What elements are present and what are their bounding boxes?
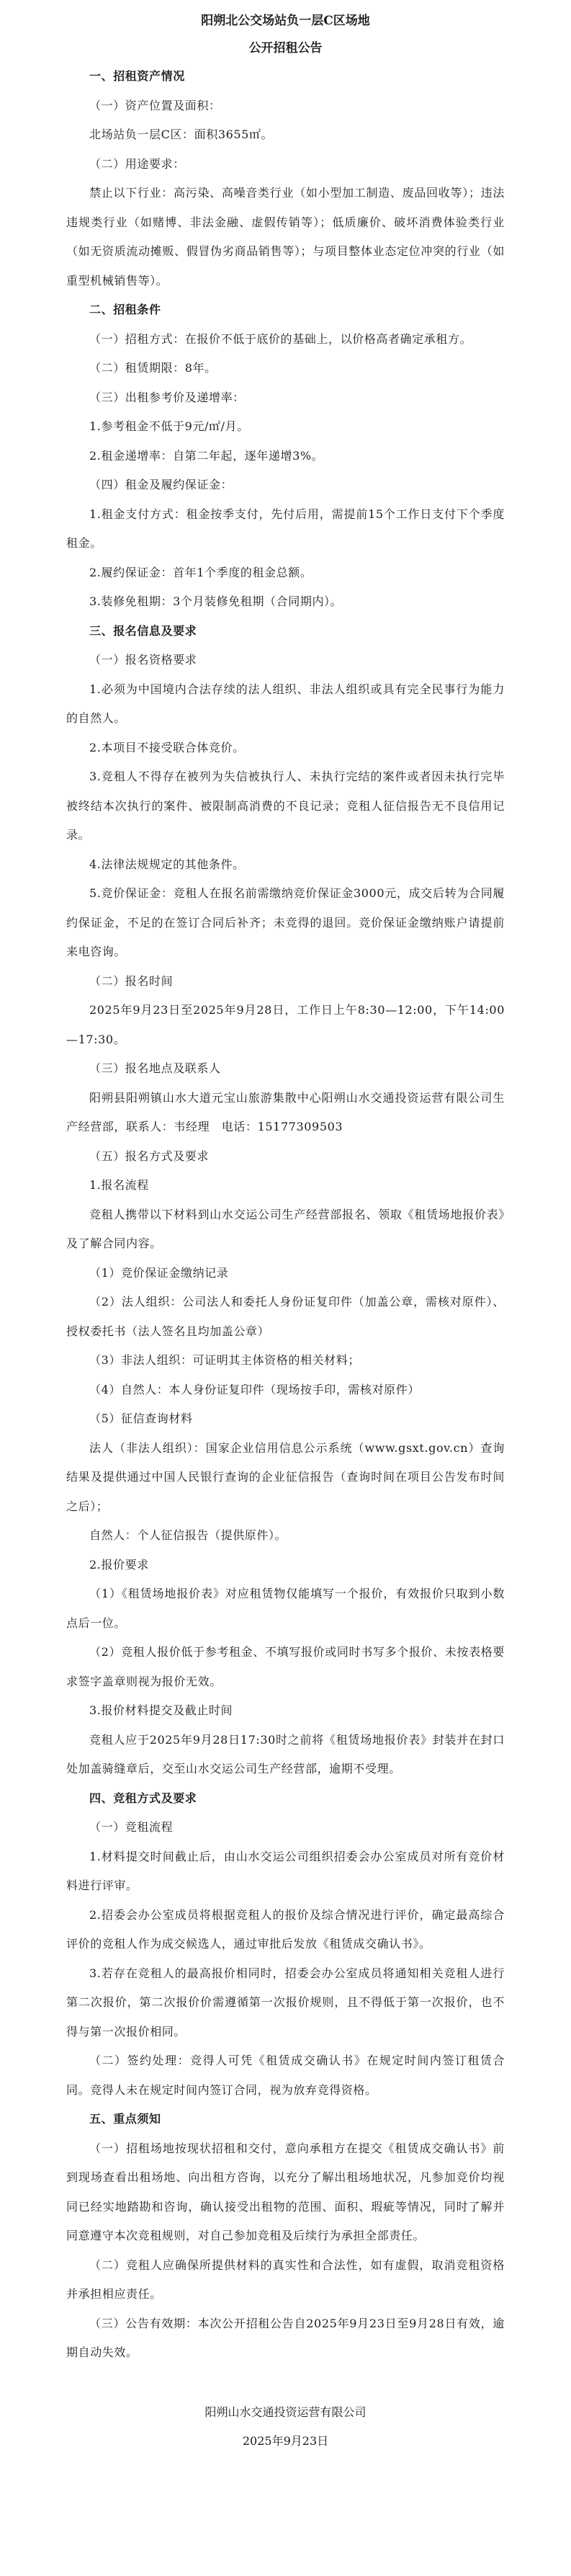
paragraph: 3.竞租人不得存在被列为失信被执行人、未执行完结的案件或者因未执行完毕被终结本次执行的案件、被限制高消费的不良记录；竞租人征信报告无不良信用记录。 (66, 770, 505, 842)
paragraph: （1）《租赁场地报价表》对应租赁物仅能填写一个报价，有效报价只取到小数点后一位。 (66, 1587, 505, 1630)
paragraph: （四）租金及履约保证金： (89, 478, 233, 491)
paragraph: 竞租人应于2025年9月28日17:30时之前将《租赁场地报价表》封装并在封口处加盖骑缝章后，交至山水交运公司生产经营部，逾期不受理。 (66, 1732, 505, 1775)
paragraph: （3）非法人组织：可证明其主体资格的相关材料； (89, 1353, 360, 1367)
paragraph: 1.参考租金不低于9元/㎡/月。 (89, 419, 249, 433)
section-heading: 五、重点须知 (89, 2112, 161, 2126)
paragraph: （二）报名时间 (89, 973, 174, 988)
paragraph: （二）签约处理：竞得人可凭《租赁成交确认书》在规定时间内签订租赁合同。竞得人未在规定时间内签订合同，视为放弃竞得资格。 (66, 2054, 505, 2097)
paragraph: （一）招租场地按现状招租和交付，意向承租方在提交《租赁成交确认书》前到现场查看出租场地、向出租方咨询，以充分了解出租场地状况，凡参加竞价均视同已经实地踏勘和咨询，确认接受出租物的范围、面积、瑕疵等情况，同时了解并同意遵守本次竞租规则，对自己参加竞租及后续行为承担全部责任。 (66, 2141, 505, 2242)
paragraph: 1.必须为中国境内合法存续的法人组织、非法人组织或具有完全民事行为能力的自然人。 (66, 682, 505, 725)
paragraph: （二）用途要求： (89, 156, 185, 171)
paragraph: （三）出租参考价及递增率： (89, 390, 245, 404)
paragraph: 自然人：个人征信报告（提供原件）。 (89, 1528, 287, 1542)
paragraph: （1）竞价保证金缴纳记录 (89, 1265, 229, 1280)
paragraph: （5）征信查询材料 (89, 1412, 193, 1425)
paragraph: 3.若存在竞租人的最高报价相同时，招委会办公室成员将通知相关竞租人进行第二次报价，第二次报价价需遵循第一次报价规则，且不得低于第一次报价，也不得与第一次报价相同。 (66, 1966, 505, 2038)
paragraph: 1.租金支付方式：租金按季支付，先付后用，需提前15个工作日支付下个季度租金。 (66, 507, 505, 550)
paragraph: （三）报名地点及联系人 (89, 1061, 221, 1075)
paragraph: 1.报名流程 (89, 1178, 149, 1192)
paragraph: （三）公告有效期：本次公开招租公告自2025年9月23日至9月28日有效，逾期自动失效。 (66, 2316, 505, 2359)
paragraph: 2.报价要求 (89, 1557, 149, 1572)
paragraph: （五）报名方式及要求 (89, 1149, 210, 1163)
paragraph: 4.法律法规规定的其他条件。 (89, 857, 245, 871)
section-heading: 三、报名信息及要求 (89, 623, 197, 638)
notice-footer (66, 2398, 505, 2456)
paragraph: （2）竞租人报价低于参考租金、不填写报价或同时书写多个报价、未按表格要求签字盖章则视为报价无效。 (66, 1645, 505, 1688)
paragraph: （4）自然人：本人身份证复印件（现场按手印，需核对原件） (89, 1382, 420, 1396)
notice-title: 阳朔北公交场站负一层C区场地 (201, 14, 370, 28)
paragraph: 禁止以下行业：高污染、高噪音类行业（如小型加工制造、废品回收等）；违法违规类行业（如赌博、非法金融、虚假传销等）；低质廉价、破坏消费体验类行业（如无资质流动摊贩、假冒伪劣商品销售等）；与项目整体业态定位冲突的行业（如重型机械销售等）。 (66, 186, 505, 288)
paragraph: 2.履约保证金：首年1个季度的租金总额。 (89, 565, 313, 579)
paragraph: 1.材料提交时间截止后，由山水交运公司组织招委会办公室成员对所有竞价材料进行评审。 (66, 1849, 505, 1892)
paragraph: （一）竞租流程 (89, 1820, 174, 1834)
paragraph: 2.本项目不接受联合体竞价。 (89, 740, 245, 754)
paragraph: 2.租金递增率：自第二年起，逐年递增3%。 (89, 448, 324, 463)
paragraph: 2025年9月23日至2025年9月28日，工作日上午8:30—12:00，下午14:00—17:30。 (66, 1003, 505, 1046)
paragraph: （二）竞租人应确保所提供材料的真实性和合法性，如有虚假，取消竞租资格并承担相应责任。 (66, 2258, 505, 2301)
paragraph: 法人（非法人组织）：国家企业信用信息公示系统（www.gsxt.gov.cn）查询结果及提供通过中国人民银行查询的企业征信报告（查询时间在项目公告发布时间之后）； (66, 1440, 505, 1513)
issue-date: 2025年9月23日 (242, 2433, 329, 2448)
section-heading: 四、竞租方式及要求 (89, 1791, 197, 1805)
section-heading: 一、招租资产情况 (89, 69, 185, 83)
paragraph: 5.竞价保证金：竞租人在报名前需缴纳竞价保证金3000元，成交后转为合同履约保证金，不足的在签订合同后补齐；未竞得的退回。竞价保证金缴纳账户请提前来电咨询。 (66, 886, 505, 958)
notice-subtitle: 公开招租公告 (248, 41, 323, 55)
paragraph: 3.报价材料提交及截止时间 (89, 1703, 233, 1717)
paragraph: （一）招租方式：在报价不低于底价的基础上，以价格高者确定承租方。 (89, 331, 472, 346)
paragraph: 3.装修免租期：3个月装修免租期（合同期内）。 (89, 594, 343, 608)
paragraph: 阳朔县阳朔镇山水大道元宝山旅游集散中心阳朔山水交通投资运营有限公司生产经营部，联系人：韦经理 电话：15177309503 (66, 1090, 505, 1133)
paragraph: 2.招委会办公室成员将根据竞租人的报价及综合情况进行评价，确定最高综合评价的竞租人作为成交候选人，通过审批后发放《租赁成交确认书》。 (66, 1907, 505, 1951)
paragraph: 北场站负一层C区：面积3655㎡。 (89, 128, 274, 141)
paragraph: （一）资产位置及面积： (89, 98, 221, 112)
notice-body (66, 62, 505, 2368)
paragraph: （一）报名资格要求 (89, 653, 197, 667)
paragraph: 竞租人携带以下材料到山水交运公司生产经营部报名、领取《租赁场地报价表》及了解合同内容。 (66, 1207, 505, 1250)
paragraph: （二）租赁期限：8年。 (89, 361, 217, 375)
issuer-company: 阳朔山水交通投资运营有限公司 (204, 2405, 367, 2419)
paragraph: （2）法人组织：公司法人和委托人身份证复印件（加盖公章，需核对原件）、授权委托书（法人签名且均加盖公章） (66, 1295, 505, 1338)
section-heading: 二、招租条件 (89, 303, 161, 316)
